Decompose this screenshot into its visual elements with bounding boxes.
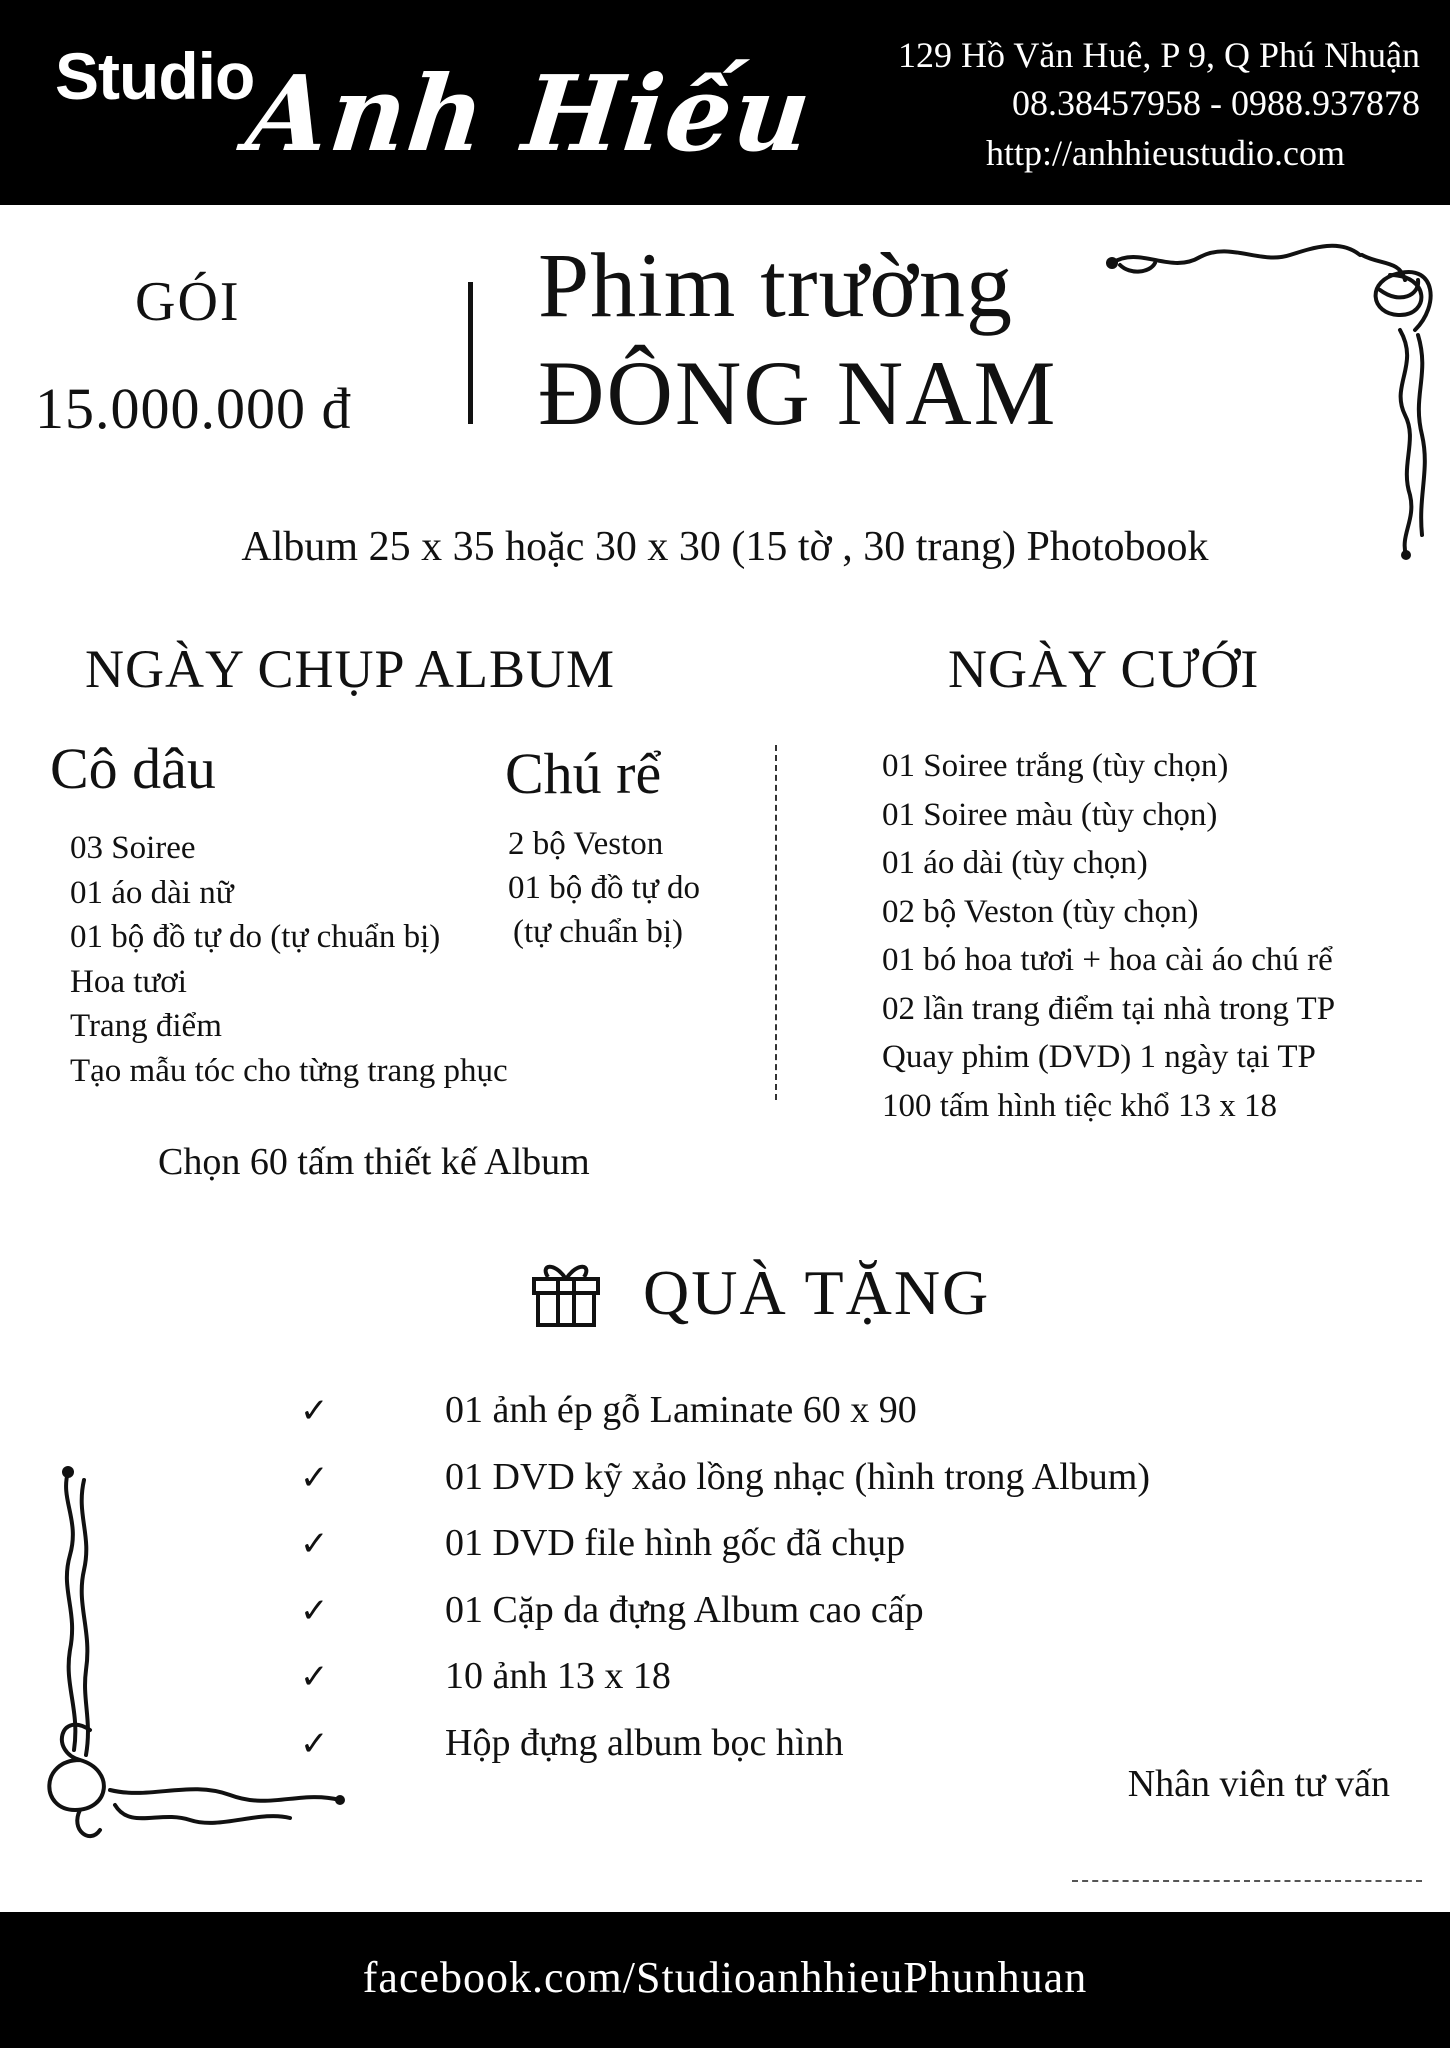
gift-item-text: 01 DVD kỹ xảo lồng nhạc (hình trong Album) xyxy=(445,1455,1151,1498)
check-icon: ✓ xyxy=(300,1723,329,1764)
groom-items-list xyxy=(508,822,700,954)
list-item: 01 áo dài (tùy chọn) xyxy=(882,845,1148,881)
studio-phone: 08.38457958 - 0988.937878 xyxy=(1012,83,1420,123)
signature-line xyxy=(1072,1880,1422,1882)
album-selection-note: Chọn 60 tấm thiết kế Album xyxy=(158,1141,590,1183)
package-title-line1: Phim trường xyxy=(538,234,1013,336)
package-price: 15.000.000 đ xyxy=(35,376,352,441)
list-item xyxy=(300,1444,1150,1511)
bride-heading: Cô dâu xyxy=(50,736,216,801)
album-description: Album 25 x 35 hoặc 30 x 30 (15 tờ , 30 trang) Photobook xyxy=(241,524,1209,570)
wedding-day-heading: NGÀY CƯỚI xyxy=(948,639,1260,699)
list-item: Hoa tươi xyxy=(70,963,187,1000)
title-divider xyxy=(468,282,473,424)
list-item: Trang điểm xyxy=(70,1008,222,1044)
studio-address: 129 Hồ Văn Huê, P 9, Q Phú Nhuận xyxy=(898,35,1420,75)
package-label: GÓI xyxy=(135,271,241,333)
list-item: 01 áo dài nữ xyxy=(70,874,234,911)
check-icon: ✓ xyxy=(300,1590,329,1631)
list-item: 01 Soiree màu (tùy chọn) xyxy=(882,796,1218,833)
list-item: 01 bộ đồ tự do (tự chuẩn bị) xyxy=(70,919,441,955)
corner-ornament-bottom-left-icon xyxy=(40,1460,380,1870)
list-item: (tự chuẩn bị) xyxy=(513,914,683,950)
list-item: Quay phim (DVD) 1 ngày tại TP xyxy=(882,1039,1316,1075)
list-item: 01 bó hoa tươi + hoa cài áo chú rể xyxy=(882,942,1333,978)
gift-item-text: 01 DVD file hình gốc đã chụp xyxy=(445,1522,906,1565)
list-item xyxy=(300,1643,1150,1710)
list-item xyxy=(300,1510,1150,1577)
list-item: 02 lần trang điểm tại nhà trong TP xyxy=(882,990,1336,1027)
list-item: 01 bộ đồ tự do xyxy=(508,870,701,906)
bride-items-list xyxy=(70,826,508,1093)
package-title-line2: ĐÔNG NAM xyxy=(538,342,1058,444)
studio-website-link[interactable]: http://anhhieustudio.com xyxy=(986,133,1345,173)
gift-item-text: 01 ảnh ép gỗ Laminate 60 x 90 xyxy=(445,1389,917,1431)
groom-heading: Chú rể xyxy=(505,741,662,806)
check-icon: ✓ xyxy=(300,1657,329,1698)
column-divider xyxy=(775,745,777,1100)
gift-item-text: Hộp đựng album bọc hình xyxy=(445,1721,844,1764)
gift-item-text: 01 Cặp da đựng Album cao cấp xyxy=(445,1588,924,1631)
shoot-day-heading: NGÀY CHỤP ALBUM xyxy=(85,639,616,699)
list-item: 02 bộ Veston (tùy chọn) xyxy=(882,893,1199,930)
check-icon: ✓ xyxy=(300,1391,329,1431)
check-icon: ✓ xyxy=(300,1457,329,1498)
list-item: 100 tấm hình tiệc khổ 13 x 18 xyxy=(882,1087,1278,1124)
list-item xyxy=(300,1577,1150,1644)
corner-ornament-top-right-icon xyxy=(1100,235,1440,565)
list-item: 01 Soiree trắng (tùy chọn) xyxy=(882,748,1229,784)
check-icon: ✓ xyxy=(300,1524,329,1565)
facebook-link[interactable]: facebook.com/StudioanhhieuPhunhuan xyxy=(362,1953,1088,2002)
list-item: 03 Soiree xyxy=(70,830,196,866)
gift-item-text: 10 ảnh 13 x 18 xyxy=(445,1655,671,1698)
gifts-heading: QUÀ TẶNG xyxy=(643,1257,991,1328)
list-item xyxy=(300,1377,1150,1444)
consultant-label: Nhân viên tư vấn xyxy=(1127,1763,1390,1805)
gift-icon xyxy=(528,1255,604,1329)
wedding-items-list xyxy=(882,742,1335,1130)
brand-logo-name: Anh Hiếu xyxy=(241,52,819,175)
brand-studio-text: Studio xyxy=(55,39,255,113)
gift-items-list xyxy=(300,1377,1150,1777)
list-item xyxy=(300,1710,1150,1777)
list-item: 2 bộ Veston xyxy=(508,826,664,862)
list-item: Tạo mẫu tóc cho từng trang phục xyxy=(70,1052,508,1089)
